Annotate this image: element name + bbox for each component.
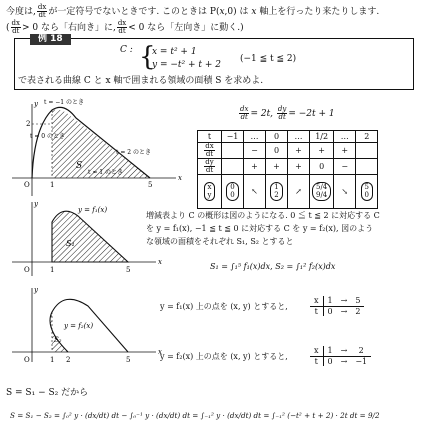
svg-text:1: 1 bbox=[50, 356, 55, 364]
table-row-xy bbox=[198, 175, 378, 209]
explanation-p2: を y = f₁(x), −1 ≦ t ≦ 0 に対応する C を y = f₂(x), 図のよう bbox=[146, 224, 374, 233]
label-t2: t = 2 のとき bbox=[116, 149, 151, 156]
derivatives: $\frac{dx}{dt}$ = 2t, $\frac{dy}{dt}$ = −2t + 1 bbox=[240, 105, 335, 121]
explanation-p3: な領域の面積をそれぞれ S₁, S₂ とすると bbox=[146, 237, 294, 246]
svg-text:y: y bbox=[34, 286, 38, 294]
intro-line-1: 今度は, $\frac{dx}{dt}$ が一定符号でないときです. このときは P(x,0) は x 軸上を行ったり来たりします. bbox=[6, 3, 380, 19]
svg-text:O: O bbox=[24, 266, 30, 274]
area-fill bbox=[52, 110, 150, 179]
vector-54-94: 5/4 9/4 bbox=[312, 182, 331, 201]
conclusion-line-2: S = S₁ − S₂ = ∫₀² y · (dx/dt) dt − ∫₀⁻¹ y · (dx/dt) dt = ∫₋₁² y · (dx/dt) dt = ∫₋₁² (−t² + t + 2) · 2t dt = 9/2 bbox=[10, 411, 380, 420]
eq-x: x = t² + 1 bbox=[152, 47, 197, 57]
label-t0: t = 0 のとき bbox=[30, 133, 65, 140]
arrow-down-right-icon: ↘ bbox=[334, 175, 356, 209]
range: (−1 ≦ t ≦ 2) bbox=[240, 54, 297, 64]
svg-text:2: 2 bbox=[66, 356, 71, 364]
f2-label: y = f₂(x) bbox=[64, 322, 94, 330]
svg-text:5: 5 bbox=[126, 266, 131, 274]
table-row-t: t −1 … 0 … 1/2 … 2 bbox=[198, 131, 378, 143]
arrow-up-left-icon: ↖ bbox=[244, 175, 266, 209]
svg-text:S₂: S₂ bbox=[54, 336, 62, 344]
eq-y: y = −t² + t + 2 bbox=[152, 60, 221, 70]
svg-text:x: x bbox=[158, 258, 162, 266]
svg-text:5: 5 bbox=[148, 181, 153, 189]
svg-text:y: y bbox=[34, 200, 38, 208]
vector-0-0: 0 0 bbox=[226, 182, 238, 201]
svg-text:O: O bbox=[24, 181, 30, 189]
label-t-top: t = −1 のとき bbox=[44, 99, 85, 106]
example-label: 例 18 bbox=[30, 34, 71, 45]
sub1-table: x 1 → 5 t 0 → 2 bbox=[310, 296, 364, 316]
sub2-table: x 1 → 2 t 0 → −1 bbox=[310, 346, 371, 366]
svg-text:1: 1 bbox=[50, 181, 55, 189]
sub1-text: y = f₁(x) 上の点を (x, y) とすると, bbox=[160, 302, 288, 311]
variation-table bbox=[197, 130, 378, 209]
graph-curve-c bbox=[4, 98, 184, 198]
y-tick-2: 2 bbox=[26, 120, 31, 128]
svg-text:x: x bbox=[158, 348, 162, 356]
brace: { bbox=[139, 42, 156, 72]
sub2-text: y = f₂(x) 上の点を (x, y) とすると, bbox=[160, 352, 288, 361]
explanation-p1: 増減表より C の概形は図のようになる. 0 ≦ t ≦ 2 に対応する C bbox=[146, 211, 380, 220]
arrow-up-right-icon: ↗ bbox=[288, 175, 310, 209]
svg-text:1: 1 bbox=[50, 266, 55, 274]
f1-label: y = f₁(x) bbox=[78, 206, 108, 214]
example-question: で表される曲線 C と x 軸で囲まれる領域の面積 S を求めよ. bbox=[18, 76, 264, 86]
table-row-dxdt: $\frac{dx}{dt}$ − 0 + + + bbox=[198, 143, 378, 159]
table-row-dydt: $\frac{dy}{dt}$ + + + 0 − bbox=[198, 159, 378, 175]
s-formula: S₁ = ∫₁⁵ f₁(x)dx, S₂ = ∫₁² f₂(x)dx bbox=[210, 262, 336, 271]
svg-text:x: x bbox=[178, 174, 182, 182]
graph-f2 bbox=[4, 284, 164, 364]
area-label: S bbox=[76, 161, 83, 171]
vector-xy: x y bbox=[204, 182, 216, 201]
vector-5-0: 5 0 bbox=[361, 182, 373, 201]
label-t1: t = 1 のとき bbox=[88, 169, 123, 176]
graph-f1 bbox=[4, 198, 164, 278]
vector-1-2: 1 2 bbox=[270, 182, 282, 201]
svg-text:O: O bbox=[24, 356, 30, 364]
curve-name: C : bbox=[120, 45, 133, 55]
intro-line-2: ( $\frac{dx}{dt}$ > 0 なら「右向き」に, $\frac{dx}{dt}$ < 0 なら「左向き」に動く.) bbox=[6, 19, 244, 35]
svg-text:S₁: S₁ bbox=[66, 239, 75, 248]
svg-text:5: 5 bbox=[126, 356, 131, 364]
conclusion-line-1: S = S₁ − S₂ だから bbox=[6, 388, 89, 398]
svg-text:y: y bbox=[34, 100, 38, 108]
